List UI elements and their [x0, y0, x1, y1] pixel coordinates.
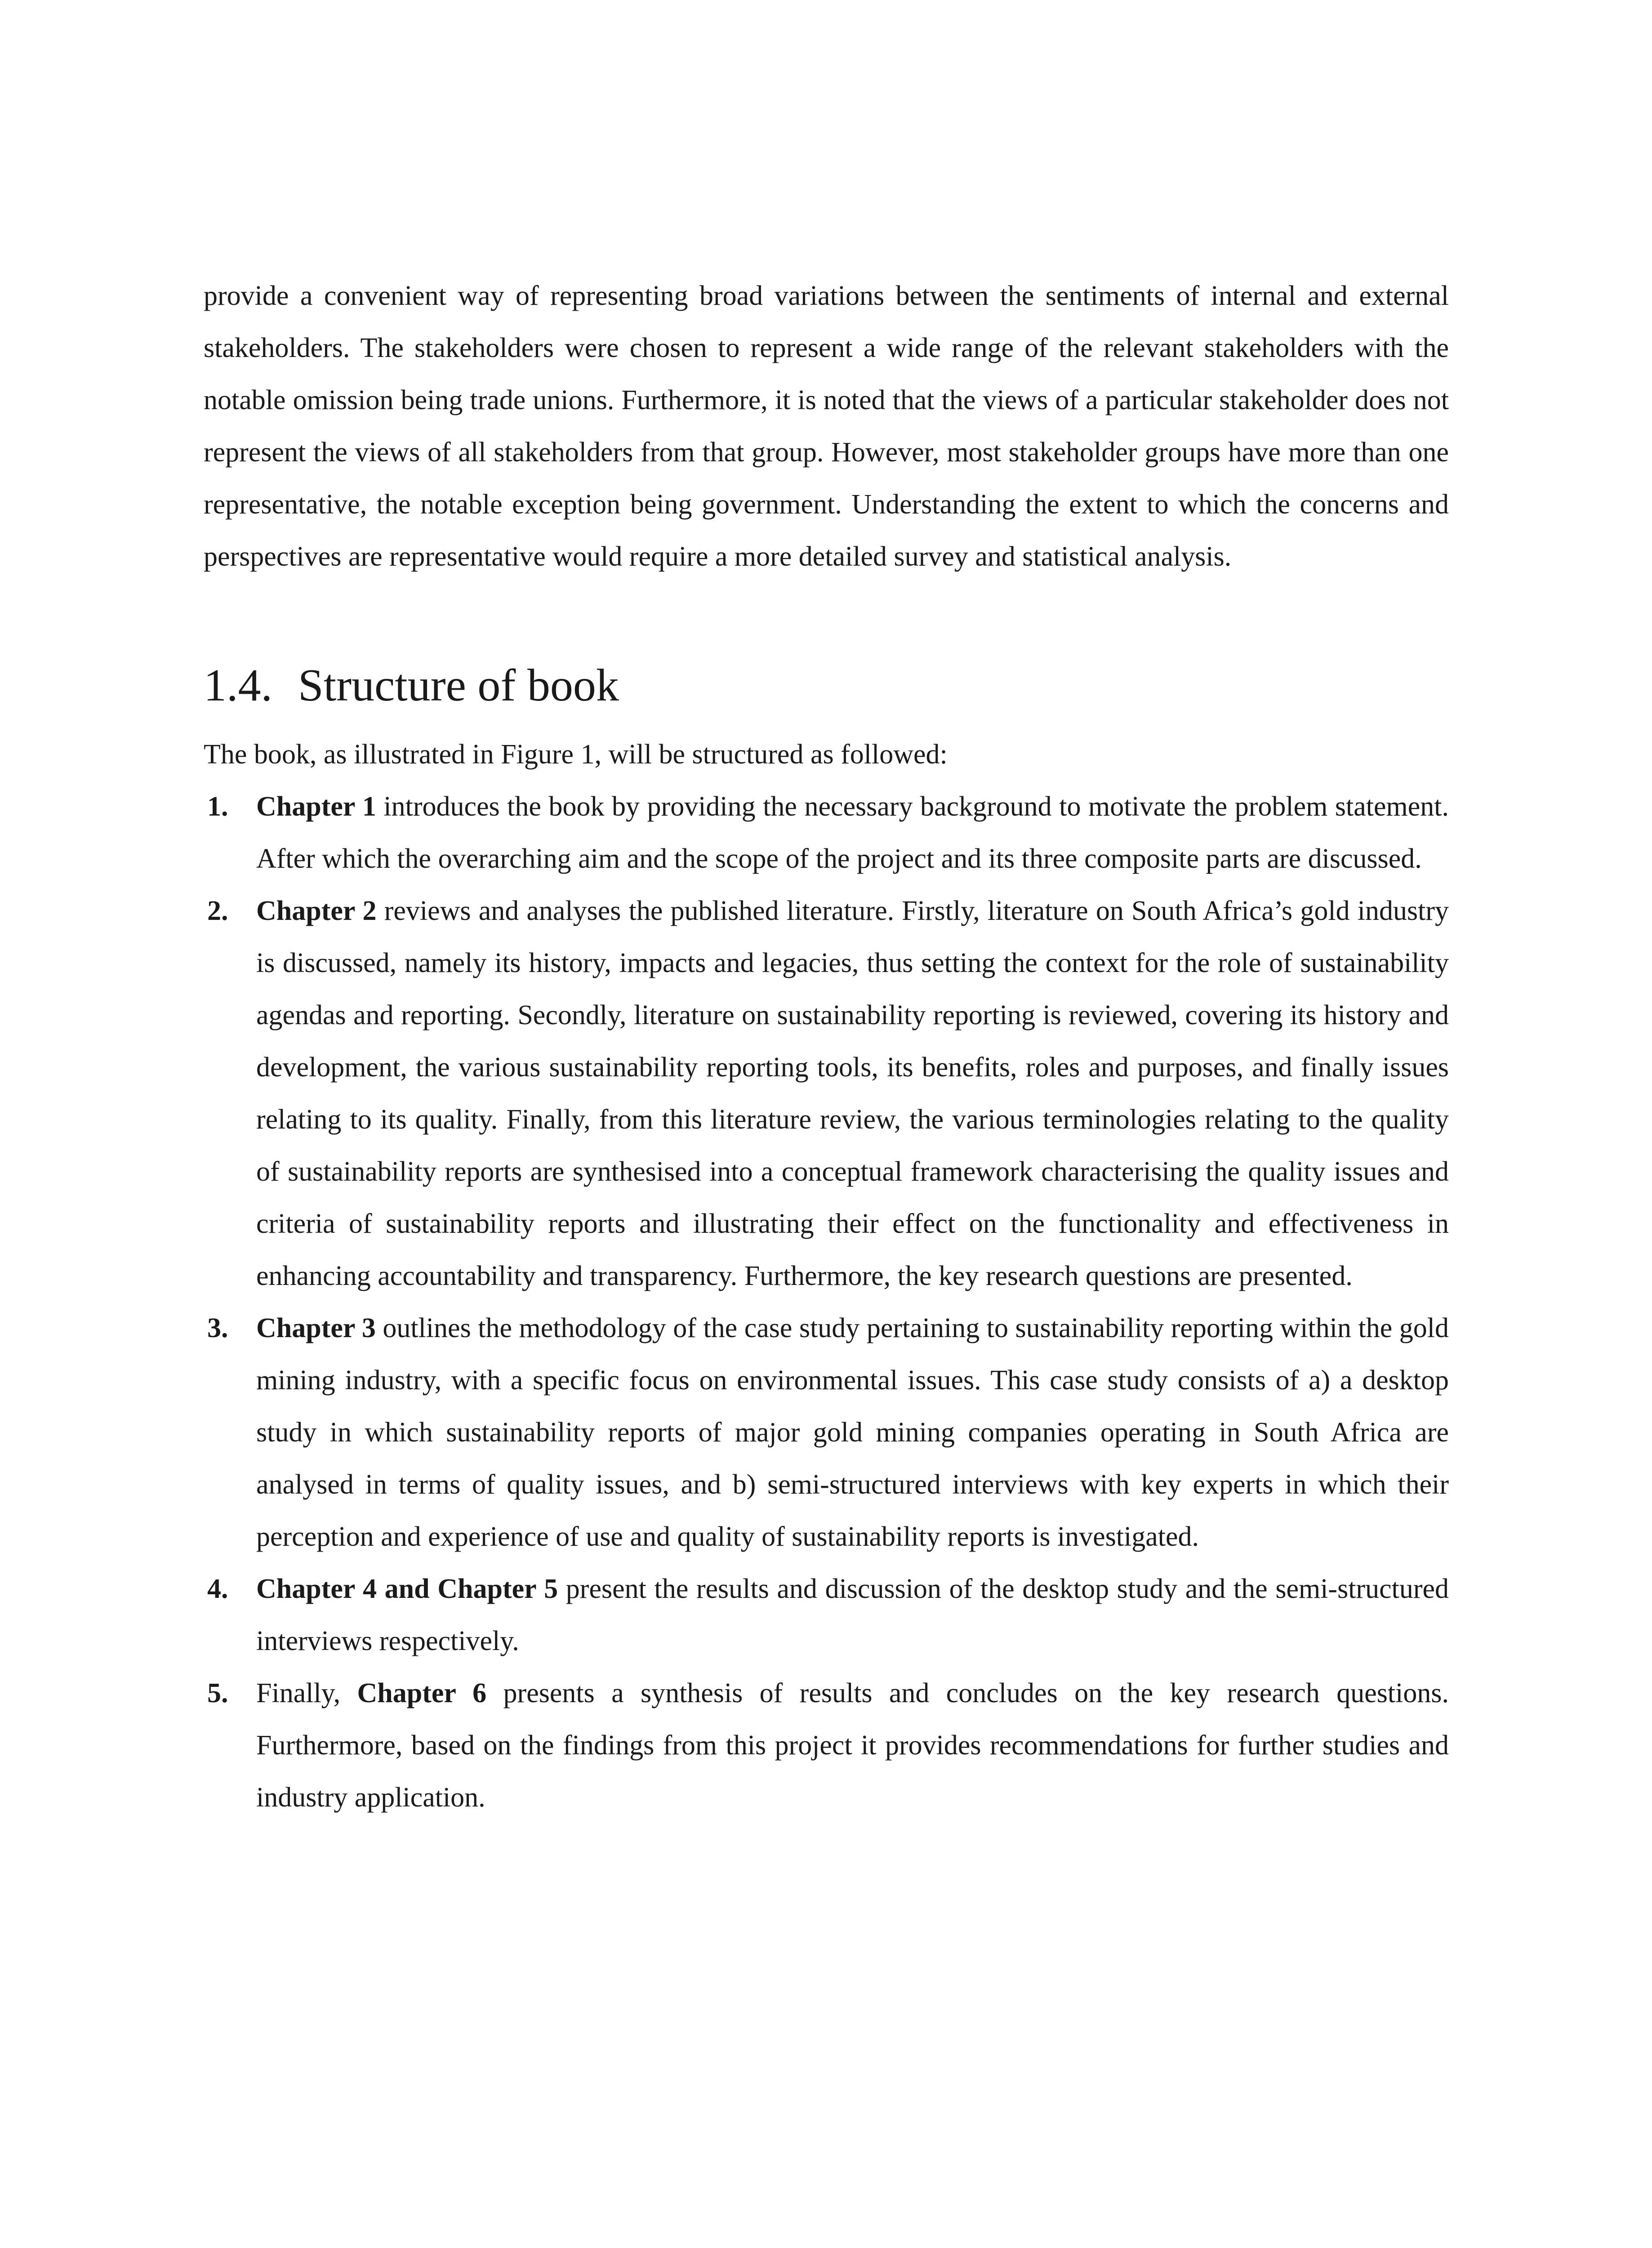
intro-paragraph: provide a convenient way of representing broad variations between the sentiments of internal and external stakeholders. The stakeholders were chosen to represent a wide range of the relevant stakeholders with the notable omission being trade unions. Furthermore, it is noted that the views of a particular stakeholder does not represent the views of all stakeholders from that group. However, most stakeholder groups have more than one representative, the notable exception being government. Understanding the extent to which the concerns and perspectives are representative would require a more detailed survey and statistical analysis. — [204, 281, 1449, 572]
list-marker: 1. — [207, 791, 228, 822]
list-item — [204, 1563, 1449, 1667]
chapter-ref: Chapter 4 and Chapter 5 — [256, 1574, 558, 1604]
section-title: Structure of book — [298, 660, 619, 711]
chapter-ref: Chapter 6 — [357, 1678, 487, 1708]
list-item-text: reviews and analyses the published literature. Firstly, literature on South Africa’s gold industry is discussed, namely its history, impacts and legacies, thus setting the context for the role of sustainability agendas and reporting. Secondly, literature on sustainability reporting is reviewed, covering its history and development, the various sustainability reporting tools, its benefits, roles and purposes, and finally issues relating to its quality. Finally, from this literature review, the various terminologies relating to the quality of sustainability reports are synthesised into a conceptual framework characterising the quality issues and criteria of sustainability reports and illustrating their effect on the functionality and effectiveness in enhancing accountability and transparency. Furthermore, the key research questions are presented. — [256, 896, 1449, 1291]
chapter-ref: Chapter 2 — [256, 896, 377, 926]
list-marker: 5. — [207, 1678, 228, 1708]
list-item — [204, 1667, 1449, 1824]
list-item-text: outlines the methodology of the case study pertaining to sustainability reporting within the gold mining industry, with a specific focus on environmental issues. This case study consists of a) a desktop study in which sustainability reports of major gold mining companies operating in South Africa are analysed in terms of quality issues, and b) semi-structured interviews with key experts in which their perception and experience of use and quality of sustainability reports is investigated. — [256, 1313, 1449, 1552]
chapter-list — [204, 781, 1449, 1824]
list-marker: 4. — [207, 1574, 228, 1604]
section-number: 1.4. — [204, 660, 272, 711]
list-item-text: present the results and discussion of the desktop study and the semi-structured interviews respectively. — [256, 1574, 1449, 1656]
list-item-text: presents a synthesis of results and concludes on the key research questions. Furthermore, based on the findings from this project it provides recommendations for further studies and industry application. — [256, 1678, 1449, 1813]
list-marker: 2. — [207, 896, 228, 926]
list-item — [204, 1302, 1449, 1563]
list-item — [204, 781, 1449, 885]
chapter-ref: Chapter 3 — [256, 1313, 376, 1343]
list-item — [204, 885, 1449, 1302]
list-marker: 3. — [207, 1313, 228, 1343]
list-item-prefix: Finally, — [256, 1678, 357, 1708]
intro-paragraph-block — [204, 270, 1449, 583]
section-lead: The book, as illustrated in Figure 1, will be structured as followed: — [204, 739, 948, 770]
chapter-ref: Chapter 1 — [256, 791, 376, 822]
list-item-text: introduces the book by providing the necessary background to motivate the problem statement. After which the overarching aim and the scope of the project and its three composite parts are discussed. — [256, 791, 1449, 874]
section-heading — [204, 656, 619, 715]
